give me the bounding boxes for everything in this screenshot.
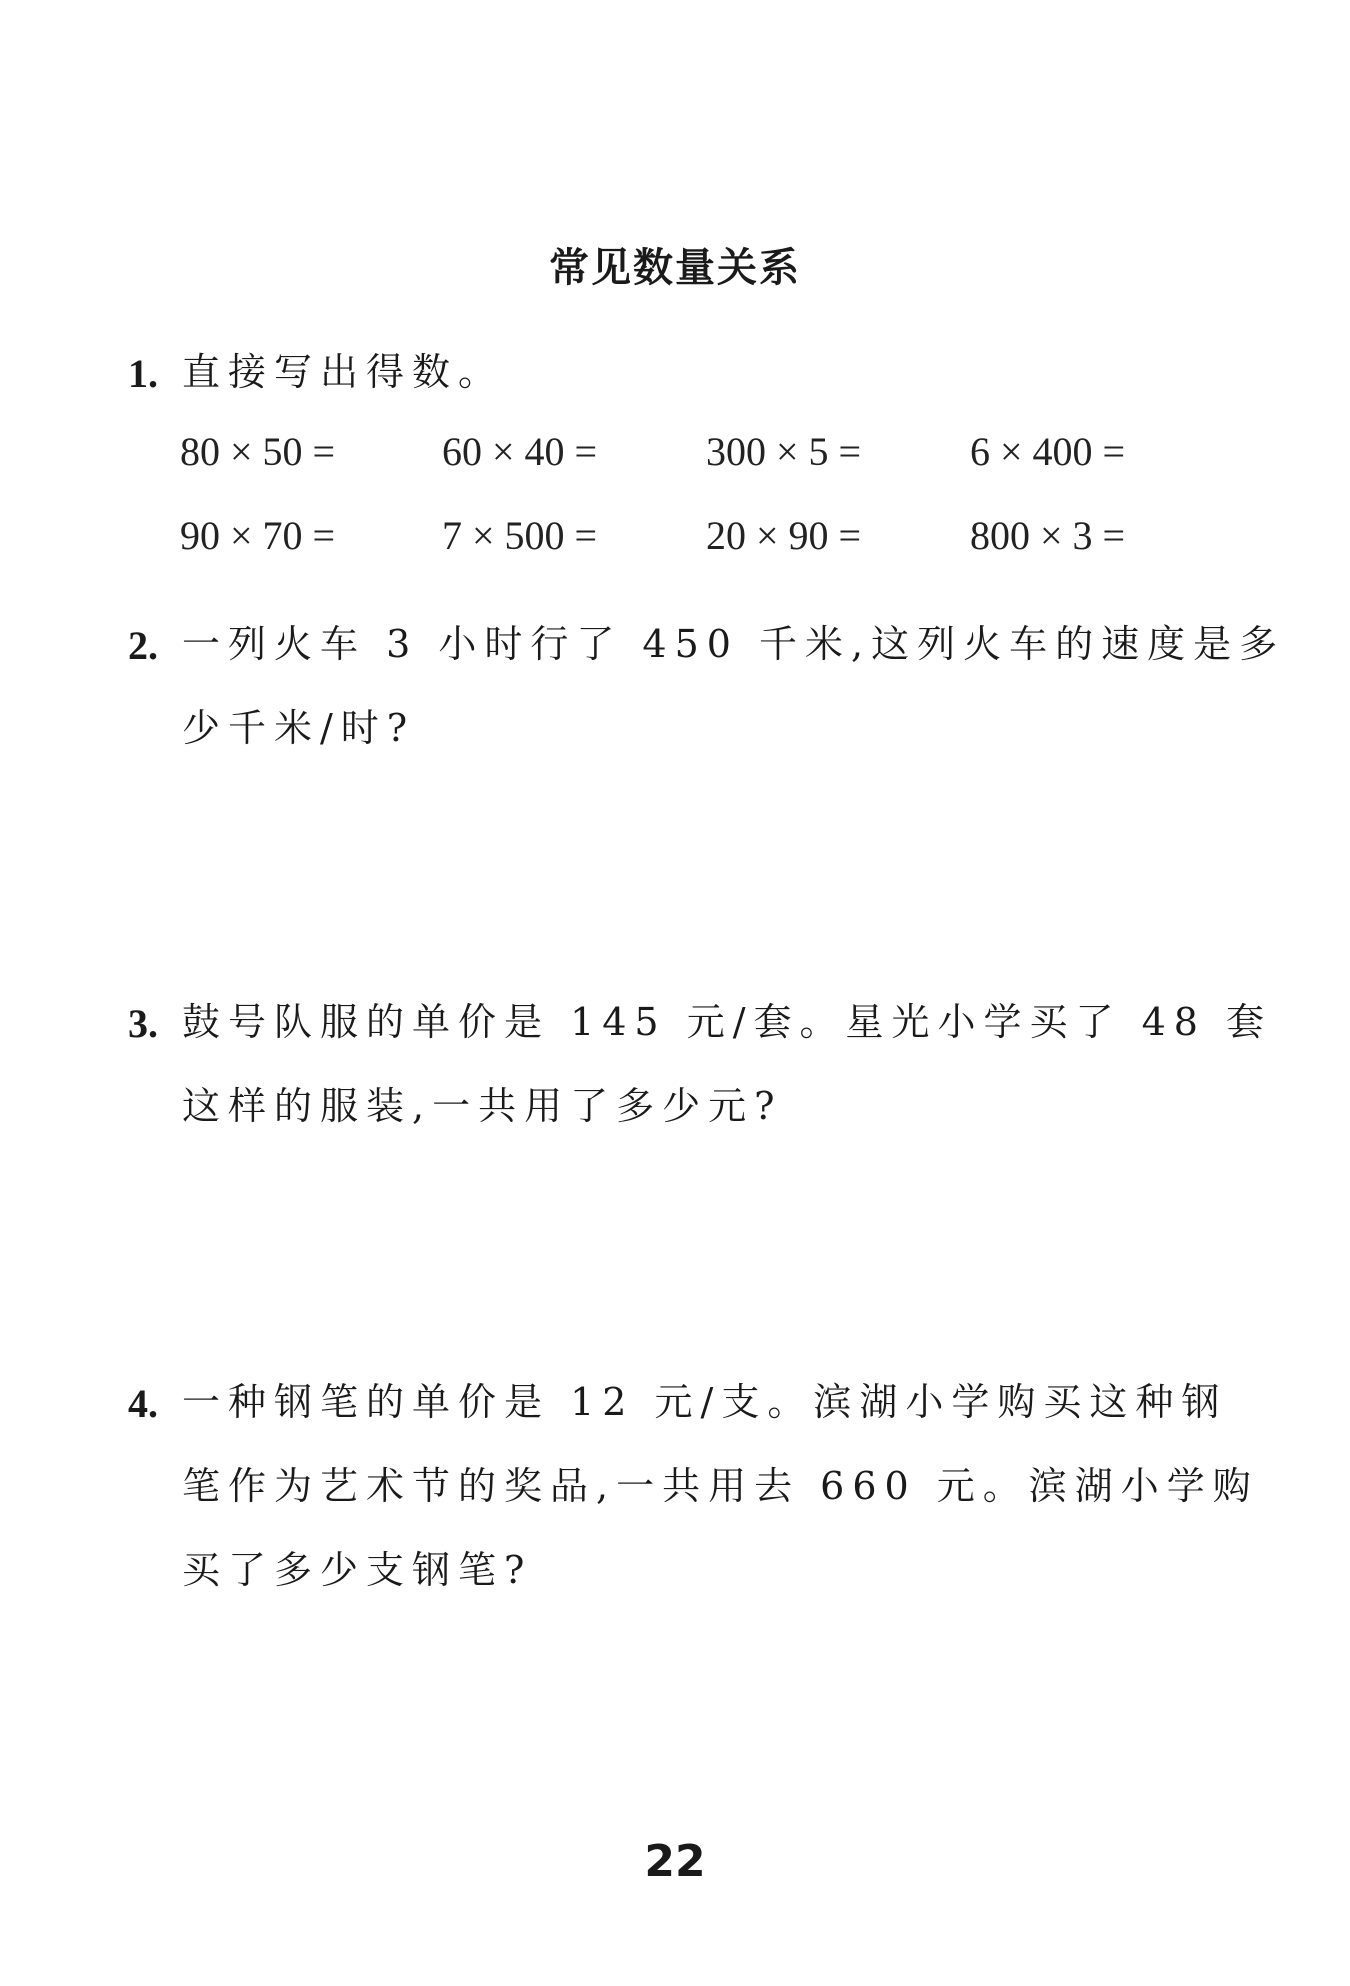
question-line: 一列火车 3 小时行了 450 千米,这列火车的速度是多	[182, 622, 1286, 666]
question-number: 2.	[128, 623, 158, 668]
question-text	[182, 980, 1273, 1148]
calc-item: 60 × 40 =	[442, 429, 598, 474]
calc-item: 7 × 500 =	[442, 513, 598, 558]
page-number: 22	[644, 1836, 706, 1887]
calc-item: 90 × 70 =	[180, 513, 336, 558]
question-text	[182, 1360, 1259, 1612]
question-line: 一种钢笔的单价是 12 元/支。滨湖小学购买这种钢	[182, 1380, 1228, 1424]
calc-item: 300 × 5 =	[706, 429, 862, 474]
question-text	[182, 330, 1242, 414]
question-number: 3.	[128, 1001, 158, 1046]
calc-item: 80 × 50 =	[180, 429, 336, 474]
calc-item: 6 × 400 =	[970, 429, 1126, 474]
question-number: 1.	[128, 351, 158, 396]
calc-item: 800 × 3 =	[970, 513, 1126, 558]
question-line: 笔作为艺术节的奖品,一共用去 660 元。滨湖小学购	[182, 1464, 1259, 1508]
question-number: 4.	[128, 1381, 158, 1426]
question-line: 鼓号队服的单价是 145 元/套。星光小学买了 48 套	[182, 1000, 1273, 1044]
question-line: 买了多少支钢笔?	[182, 1548, 533, 1592]
page-title: 常见数量关系	[549, 245, 801, 291]
question-line: 这样的服装,一共用了多少元?	[182, 1084, 783, 1128]
calc-item: 20 × 90 =	[706, 513, 862, 558]
question-line: 直接写出得数。	[182, 350, 505, 394]
question-text	[182, 602, 1286, 770]
question-line: 少千米/时?	[182, 706, 416, 750]
